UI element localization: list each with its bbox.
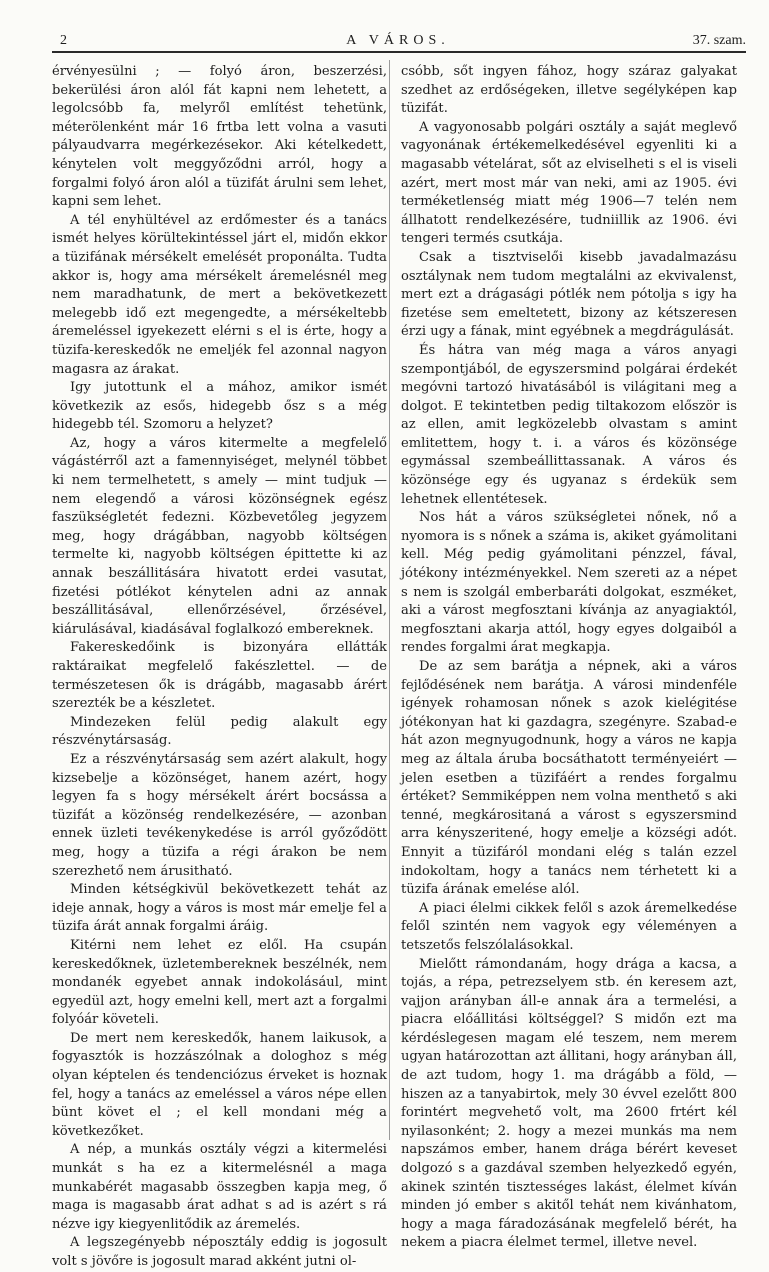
paragraph: Fakereskedőink is bizonyára ellátták raktáraikat megfelelő fakészlettel. — de természetesen ők is drágább, magasabb árért szerezték be a készletet. bbox=[52, 640, 387, 712]
column-divider bbox=[389, 60, 390, 1140]
paragraph: De mert nem kereskedők, hanem laikusok, a fogyasztók is hozzászólnak a dologhoz s még olyan képtelen és tendenciózus érveket is hoznak fel, hogy a tanács az emeléssel a város népe ellen bünt követ el ; el kell mondani még a következőket. bbox=[52, 1030, 387, 1139]
header-rule bbox=[52, 51, 746, 53]
paragraph: A tél enyhültével az erdőmester és a tanács ismét helyes körültekintéssel járt el, midőn ekkor a tüzifának mérsékelt emelését proponálta. Tudta akkor is, hogy ama mérsékelt áremelésnél meg nem maradhatunk, de mert a bekövetkezett melegebb idő ezt megengedte, a mérsékeltebb áremeléssel igyekezett elérni s el is érte, hogy a tüzifa-kereskedők ne emeljék fel azonnal nagyon magasra az árakat. bbox=[52, 212, 387, 377]
paragraph: Kitérni nem lehet ez elől. Ha csupán kereskedőknek, üzletembereknek beszélnék, nem mondanék egyebet annak indokolásául, mint egyedül azt, hogy emelni kell, mert azt a forgalmi folyóár követeli. bbox=[52, 937, 387, 1028]
paragraph: érvényesülni ; — folyó áron, beszerzési, bekerülési áron alól fát kapni nem lehetett, a legolcsóbb fa, melyről említést tehetünk, méterölenként már 16 frtba lett volna a vasuti pályaudvarra megérkezésekor. Aki kételkedett, kénytelen volt meggyőződni arról, hogy a forgalmi folyó áron alól a tüzifát árulni sem lehet, kapni sem lehet. bbox=[52, 64, 387, 210]
paragraph: Csak a tisztviselői kisebb javadalmazásu osztálynak nem tudom megtalálni az ekvivalenst, mert ezt a drágasági pótlék nem pótolja s igy ha fizetése sem emeltetett, bizony az kétszeresen érzi ugy a fának, mint egyébnek a megdrágulását. bbox=[401, 249, 737, 340]
paragraph: És hátra van még maga a város anyagi szempontjából, de egyszersmind polgárai érdekét megóvni tartozó hivatásából is világitani meg a dolgot. E tekintetben pedig tiltakozom először is az ellen, amit legközelebb olvastam s amint emlitettem, hogy t. i. a város és közönsége egymással szembeállittassanak. A város és közönsége egy és ugyanaz s érdekük sem lehetnek ellentétesek. bbox=[401, 342, 737, 507]
page-number: 2 bbox=[60, 33, 67, 48]
paragraph: A vagyonosabb polgári osztály a saját meglevő vagyonának értékemelkedésével egyenliti ki a magasabb vételárat, sőt az elviselheti s el is viseli azért, mert most már van neki, ami az 1905. évi terméketlenség miatt még 1906—7 telén nem állhatott rendelkezésére, tudniillik az 1906. évi tengeri termés csutkája. bbox=[401, 119, 737, 247]
paragraph: Ez a részvénytársaság sem azért alakult, hogy kizsebelje a közönséget, hanem azért, hogy legyen fa s hogy mérsékelt árért bocsássa a tüzifát a közönség rendelkezésére, — azonban ennek üzleti tevékenykedése is arról győződött meg, hogy a tüzifa a régi árakon be nem szerezhető nem árusitható. bbox=[52, 751, 387, 879]
paragraph: De az sem barátja a népnek, aki a város fejlődésének nem barátja. A városi mindenféle igények rohamosan nőnek s azok kielégitése jótékonyan hat ki gazdagra, szegényre. Szabad-e hát azon megnyugodnunk, hogy a város ne kapja meg az általa áruba bocsáthatott terményeiért — jelen esetben a tüzifáért a rendes forgalmu értéket? Semmiképpen nem volna menthető s aki tenné, megkárositaná a várost s egyszersmind arra kényszeritené, hogy emelje a községi adót. Ennyit a tüzifáról mondani elég s talán ezzel indokoltam, hogy a tanács nem térhetett ki a tüzifa árának emelése alól. bbox=[401, 659, 737, 898]
paragraph: Minden kétségkivül bekövetkezett tehát az ideje annak, hogy a város is most már emelje fel a tüzifa árát annak forgalmi áráig. bbox=[52, 882, 387, 935]
left-column bbox=[52, 63, 387, 1272]
paragraph: A legszegényebb néposztály eddig is jogosult volt s jövőre is jogosult marad akként jutni ol- bbox=[52, 1235, 387, 1269]
paragraph: A nép, a munkás osztály végzi a kitermelési munkát s ha ez a kitermelésnél a maga munkabérét magasabb összegben kapja meg, ő maga is magasabb árat adhat s ad is azért s rá nézve igy kiegyenlitődik az áremelés. bbox=[52, 1142, 387, 1232]
paragraph: csóbb, sőt ingyen fához, hogy száraz galyakat szedhet az erdőségeken, illetve segélyképen kap tüzifát. bbox=[401, 64, 737, 117]
paragraph: Nos hát a város szükségletei nőnek, nő a nyomora is s nőnek a száma is, akiket gyámolitani kell. Még pedig gyámolitani pénzzel, fával, jótékony intézményekkel. Nem szereti az a népet s nem is szolgál emberbaráti dolgokat, eszméket, aki a várost megfosztani kívánja az anyagiaktól, megfosztani akarja attól, hogy egyes dolgaiból a rendes forgalmi árat megkapja. bbox=[401, 510, 737, 656]
paragraph: A piaci élelmi cikkek felől s azok áremelkedése felől szintén nem vagyok egy véleményen a tetszetős felszólalásokkal. bbox=[401, 900, 737, 953]
issue-number: 37. szam. bbox=[692, 33, 746, 48]
paragraph: Az, hogy a város kitermelte a megfelelő vágástérről azt a famennyiséget, melynél többet ki nem termelhetett, s amely — mint tudjuk — nem elegendő a városi közönségnek egész faszükségletét fedezni. Közbevetőleg jegyzem meg, hogy drágábban, nagyobb költségen termelte ki, nagyobb költségen épittette ki az annak beszállitására hivatott erdei vasutat, fizetési pótlékot kénytelen adni az annak beszállitásával, ellenőrzésével, őrzésével, kiárulásával, kiadásával foglalkozó embereknek. bbox=[52, 435, 387, 637]
paragraph: Mindezeken felül pedig alakult egy részvénytársaság. bbox=[52, 714, 387, 749]
right-column bbox=[401, 63, 737, 1253]
page-header bbox=[50, 33, 746, 53]
publication-title: A VÁROS. bbox=[346, 33, 450, 48]
paragraph: Igy jutottunk el a mához, amikor ismét következik az esős, hidegebb ősz s a még hidegebb tél. Szomoru a helyzet? bbox=[52, 380, 387, 433]
paragraph: Mielőtt rámondanám, hogy drága a kacsa, a tojás, a répa, petrezselyem stb. én keresem azt, vajjon arányban áll-e annak ára a termelési, a piacra előállitási költséggel? S midőn ezt ma kérdéslegesen magam elé teszem, nem merem ugyan határozottan azt állitani, hogy arányban áll, de azt tudom, hogy 1. ma drágább a föld, — hiszen az a tanyabirtok, mely 30 évvel ezelőtt 800 forintért megvehető volt, ma 2600 frtért kél nyilasonként; 2. hogy a mezei munkás ma nem napszámos ember, hanem drága bérért keveset dolgozó s a gazdával szemben helyezkedő egyén, akinek szintén tisztességes lakást, élelmet kíván minden jó ember s akitől tehát nem kivánhatom, hogy a maga fáradozásának megfelelő bérét, ha nekem a piacra élelmet termel, illetve nevel. bbox=[401, 956, 737, 1251]
